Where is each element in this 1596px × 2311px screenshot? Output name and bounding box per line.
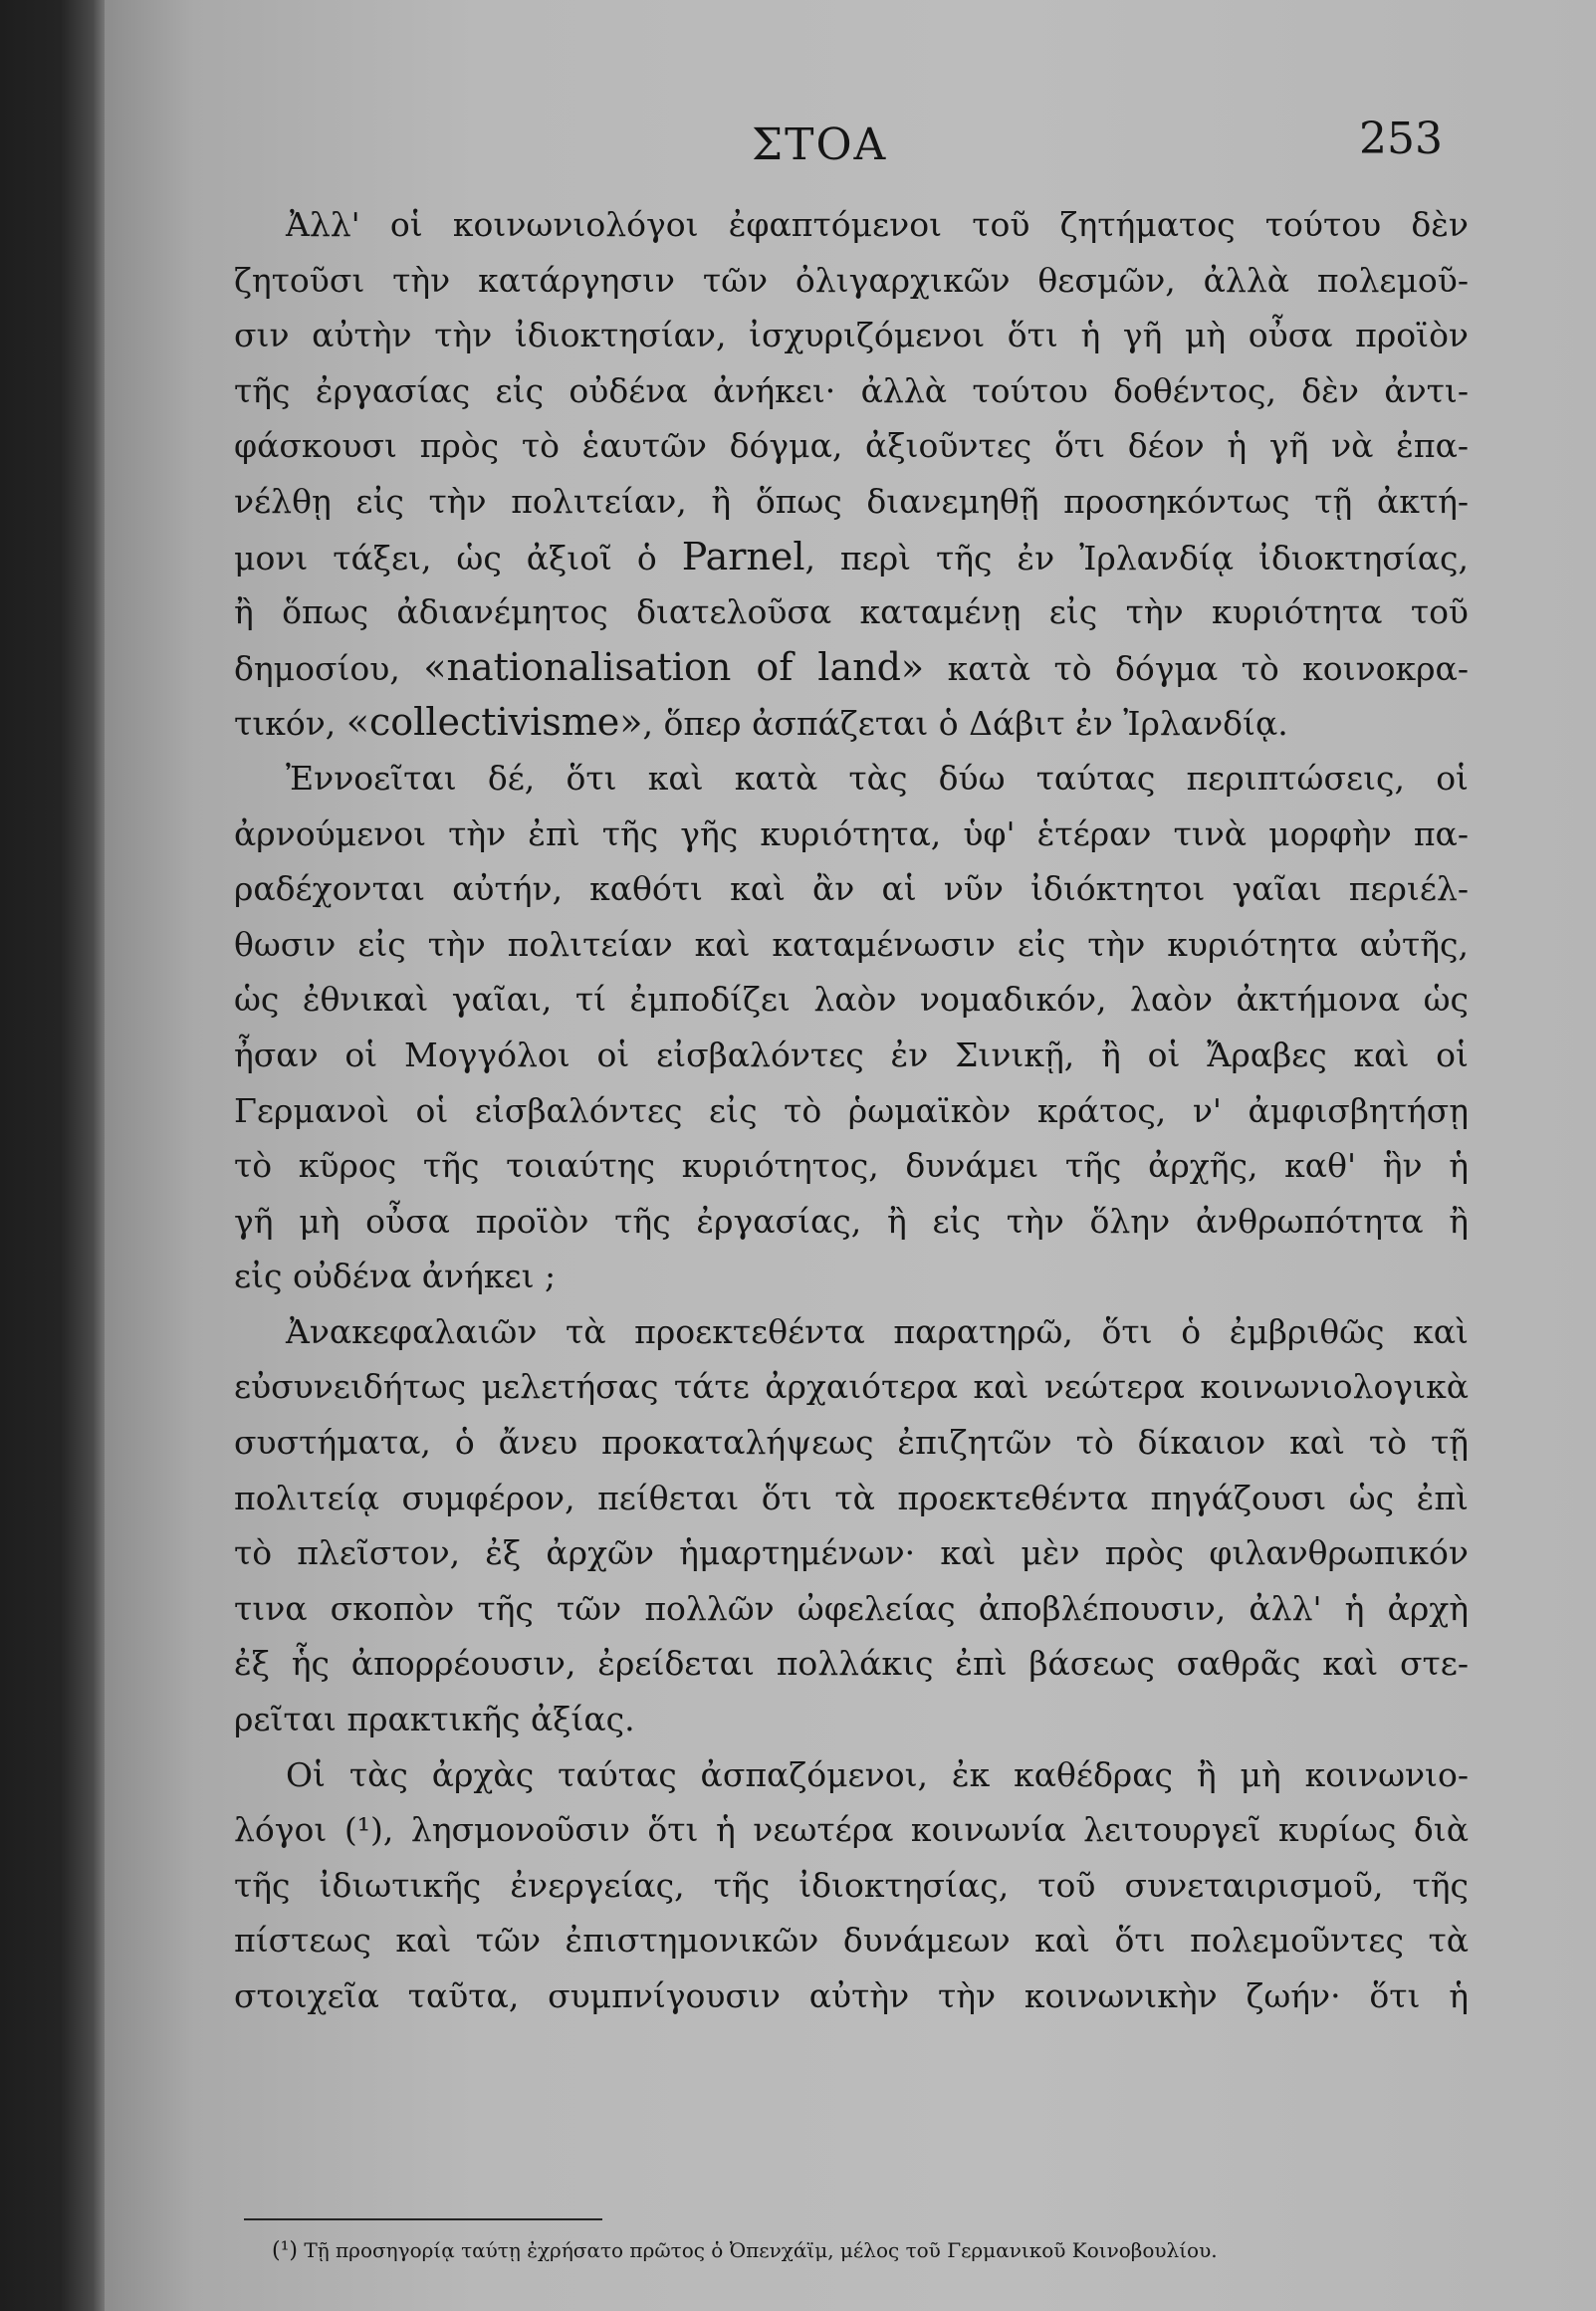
- latin-name-parnel: Parnel: [681, 534, 805, 578]
- text-line: ραδέχονται αὐτήν, καθότι καὶ ἂν αἱ νῦν ἰδιόκτητοι γαῖαι περιέλ-: [234, 869, 1469, 909]
- text-line: Οἱ τὰς ἀρχὰς ταύτας ἀσπαζόμενοι, ἐκ καθέδρας ἢ μὴ κοινωνιο-: [286, 1754, 1469, 1794]
- text-line: τῆς ἰδιωτικῆς ἐνεργείας, τῆς ἰδιοκτησίας, τοῦ συνεταιρισμοῦ, τῆς: [234, 1865, 1469, 1905]
- text-line: πίστεως καὶ τῶν ἐπιστημονικῶν δυνάμεων καὶ ὅτι πολεμοῦντες τὰ: [234, 1921, 1469, 1961]
- text-segment: , ὅπερ ἀσπάζεται ὁ Δάβιτ ἐν Ἰρλανδίᾳ.: [642, 704, 1288, 744]
- text-line: ἦσαν οἱ Μογγόλοι οἱ εἰσβαλόντες ἐν Σινικῇ, ἢ οἱ Ἄραβες καὶ οἱ: [234, 1035, 1469, 1074]
- text-line: πολιτείᾳ συμφέρον, πείθεται ὅτι τὰ προεκτεθέντα πηγάζουσι ὡς ἐπὶ: [234, 1478, 1469, 1517]
- text-line: ἢ ὅπως ἀδιανέμητος διατελοῦσα καταμένῃ εἰς τὴν κυριότητα τοῦ: [234, 592, 1469, 632]
- text-line: τινα σκοπὸν τῆς τῶν πολλῶν ὠφελείας ἀποβλέπουσιν, ἀλλ' ἡ ἀρχὴ: [234, 1588, 1469, 1628]
- footnote-text: Τῇ προσηγορίᾳ ταύτῃ ἐχρήσατο πρῶτος ὁ Ὀπενχάϊμ, μέλος τοῦ Γερμανικοῦ Κοινοβουλίου.: [304, 2238, 1218, 2262]
- text-line: θωσιν εἰς τὴν πολιτείαν καὶ καταμένωσιν εἰς τὴν κυριότητα αὐτῆς,: [234, 924, 1469, 964]
- text-line: στοιχεῖα ταῦτα, συμπνίγουσιν αὐτὴν τὴν κοινωνικὴν ζωήν· ὅτι ἡ: [234, 1976, 1469, 2015]
- text-line: τὸ πλεῖστον, ἐξ ἀρχῶν ἡμαρτημένων· καὶ μὲν πρὸς φιλανθρωπικόν: [234, 1533, 1469, 1573]
- body-text: [234, 197, 1469, 2024]
- text-segment: μονι τάξει, ὡς ἀξιοῖ ὁ: [234, 538, 682, 578]
- text-line: [234, 640, 1469, 696]
- text-segment: δημοσίου,: [234, 648, 424, 688]
- text-line: λόγοι (¹), λησμονοῦσιν ὅτι ἡ νεωτέρα κοινωνία λειτουργεῖ κυρίως διὰ: [234, 1810, 1469, 1850]
- latin-word-collectivisme: «collectivisme»: [345, 700, 643, 745]
- page-number: 253: [1359, 114, 1443, 164]
- text-segment: τικόν,: [234, 704, 346, 744]
- text-line: ὡς ἐθνικαὶ γαῖαι, τί ἐμποδίζει λαὸν νομαδικόν, λαὸν ἀκτήμονα ὡς: [234, 980, 1469, 1020]
- text-line: ἀρνούμενοι τὴν ἐπὶ τῆς γῆς κυριότητα, ὑφ' ἑτέραν τινὰ μορφὴν πα-: [234, 813, 1469, 853]
- text-segment: , περὶ τῆς ἐν Ἰρλανδίᾳ ἰδιοκτησίας,: [804, 538, 1469, 578]
- text-line: εὐσυνειδήτως μελετήσας τάτε ἀρχαιότερα καὶ νεώτερα κοινωνιολογικὰ: [234, 1367, 1469, 1407]
- text-line: φάσκουσι πρὸς τὸ ἑαυτῶν δόγμα, ἀξιοῦντες ὅτι δέον ἡ γῆ νὰ ἐπα-: [234, 426, 1469, 466]
- text-line: Ἀλλ' οἱ κοινωνιολόγοι ἐφαπτόμενοι τοῦ ζητήματος τούτου δὲν: [286, 205, 1469, 244]
- text-line: Ἀνακεφαλαιῶν τὰ προεκτεθέντα παρατηρῶ, ὅτι ὁ ἐμβριθῶς καὶ: [286, 1311, 1469, 1351]
- text-line: ρεῖται πρακτικῆς ἀξίας.: [234, 1700, 635, 1739]
- text-segment: κατὰ τὸ δόγμα τὸ κοινοκρα-: [924, 648, 1469, 688]
- text-line: τῆς ἐργασίας εἰς οὐδένα ἀνήκει· ἀλλὰ τούτου δοθέντος, δὲν ἀντι-: [234, 370, 1469, 410]
- footnote-rule: [244, 2218, 602, 2220]
- text-line: Ἐννοεῖται δέ, ὅτι καὶ κατὰ τὰς δύω ταύτας περιπτώσεις, οἱ: [286, 758, 1469, 798]
- text-line: τὸ κῦρος τῆς τοιαύτης κυριότητος, δυνάμει τῆς ἀρχῆς, καθ' ἣν ἡ: [234, 1146, 1469, 1186]
- running-head: [105, 114, 1596, 179]
- text-line: νέλθῃ εἰς τὴν πολιτείαν, ἢ ὅπως διανεμηθῇ προσηκόντως τῇ ἀκτή-: [234, 481, 1469, 521]
- book-binding-shadow: [0, 0, 110, 2311]
- text-line: συστήματα, ὁ ἄνευ προκαταλήψεως ἐπιζητῶν τὸ δίκαιον καὶ τὸ τῇ: [234, 1423, 1469, 1463]
- text-line: [234, 695, 1469, 751]
- text-line: [234, 530, 1469, 585]
- text-line: ἐξ ἧς ἀπορρέουσιν, ἐρείδεται πολλάκις ἐπὶ βάσεως σαθρᾶς καὶ στε-: [234, 1644, 1469, 1684]
- latin-phrase-nationalisation: «nationalisation of land»: [423, 644, 925, 689]
- text-line: ζητοῦσι τὴν κατάργησιν τῶν ὀλιγαρχικῶν θεσμῶν, ἀλλὰ πολεμοῦ-: [234, 260, 1469, 300]
- footnote-marker: (¹): [272, 2238, 298, 2263]
- text-line: σιν αὐτὴν τὴν ἰδιοκτησίαν, ἰσχυριζόμενοι ὅτι ἡ γῆ μὴ οὖσα προϊὸν: [234, 316, 1469, 355]
- text-line: γῆ μὴ οὖσα προϊὸν τῆς ἐργασίας, ἢ εἰς τὴν ὅλην ἀνθρωπότητα ἢ: [234, 1201, 1469, 1241]
- footnote: [272, 2234, 1462, 2267]
- book-page: [105, 0, 1596, 2311]
- running-title: ΣΤΟΑ: [752, 119, 888, 170]
- text-line: Γερμανοὶ οἱ εἰσβαλόντες εἰς τὸ ῥωμαϊκὸν κράτος, ν' ἀμφισβητήσῃ: [234, 1090, 1469, 1130]
- text-line: εἰς οὐδένα ἀνήκει ;: [234, 1257, 557, 1296]
